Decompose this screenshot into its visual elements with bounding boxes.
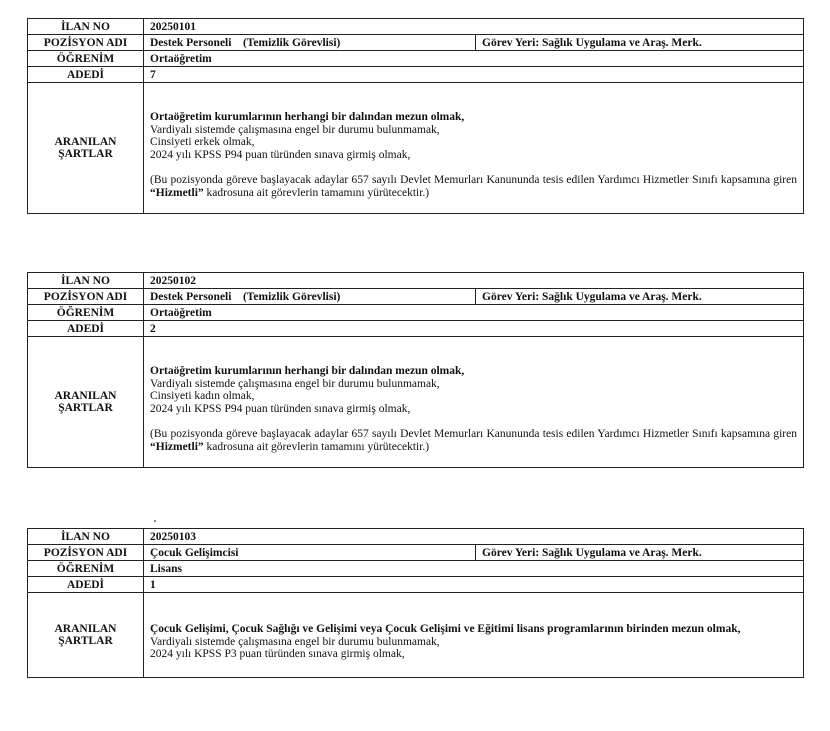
requirements <box>144 83 804 214</box>
aranilan-sartlar-label <box>28 83 144 214</box>
req-education: Çocuk Gelişimi, Çocuk Sağlığı ve Gelişimi veya Çocuk Gelişimi ve Eğitimi lisans programlarının birinden mezun olmak, <box>150 623 741 636</box>
aranilan-sartlar-label <box>28 337 144 468</box>
ilan-no-value: 20250101 <box>144 19 804 35</box>
adedi-label: ADEDİ <box>28 67 144 83</box>
pozisyon-value: Destek Personeli (Temizlik Görevlisi) <box>144 35 476 51</box>
req-gender: Cinsiyeti erkek olmak, <box>150 136 255 148</box>
pozisyon-label: POZİSYON ADI <box>28 35 144 51</box>
req-education: Ortaöğretim kurumlarının herhangi bir dalından mezun olmak, <box>150 365 465 377</box>
adedi-value: 2 <box>144 321 804 337</box>
req-shift: Vardiyalı sistemde çalışmasına engel bir durumu bulunmamak, <box>150 635 440 648</box>
req-note <box>150 174 797 199</box>
aranilan-text: ARANILAN <box>54 623 117 635</box>
job-listing-20250101 <box>27 18 804 214</box>
req-shift: Vardiyalı sistemde çalışmasına engel bir durumu bulunmamak, <box>150 123 440 136</box>
note-text-end: kadrosuna ait görevlerin tamamını yürütecektir.) <box>203 440 430 453</box>
aranilan-text: ARANILAN <box>54 136 117 148</box>
ilan-no-label: İLAN NO <box>28 273 144 289</box>
stray-dot <box>154 520 156 522</box>
gorev-yeri-value: Görev Yeri: Sağlık Uygulama ve Araş. Merk. <box>476 545 804 561</box>
gorev-yeri-value: Görev Yeri: Sağlık Uygulama ve Araş. Merk. <box>476 35 804 51</box>
aranilan-text: ARANILAN <box>54 390 117 402</box>
ogrenim-value: Ortaöğretim <box>144 305 804 321</box>
ogrenim-label: ÖĞRENİM <box>28 561 144 577</box>
ogrenim-value: Ortaöğretim <box>144 51 804 67</box>
adedi-label: ADEDİ <box>28 577 144 593</box>
adedi-value: 1 <box>144 577 804 593</box>
ogrenim-label: ÖĞRENİM <box>28 51 144 67</box>
note-text-end: kadrosuna ait görevlerin tamamını yürütecektir.) <box>203 186 430 199</box>
req-kpss: 2024 yılı KPSS P94 puan türünden sınava girmiş olmak, <box>150 402 411 415</box>
adedi-value: 7 <box>144 67 804 83</box>
req-gender: Cinsiyeti kadın olmak, <box>150 390 255 402</box>
req-education: Ortaöğretim kurumlarının herhangi bir dalından mezun olmak, <box>150 111 465 123</box>
job-listing-20250102 <box>27 272 804 468</box>
adedi-label: ADEDİ <box>28 321 144 337</box>
sartlar-text: ŞARTLAR <box>58 402 113 414</box>
ogrenim-label: ÖĞRENİM <box>28 305 144 321</box>
ilan-no-value: 20250102 <box>144 273 804 289</box>
req-note <box>150 428 797 453</box>
pozisyon-value: Çocuk Gelişimcisi <box>144 545 476 561</box>
job-listing-20250103 <box>27 528 804 678</box>
ogrenim-value: Lisans <box>144 561 804 577</box>
sartlar-text: ŞARTLAR <box>58 635 113 647</box>
ilan-no-label: İLAN NO <box>28 529 144 545</box>
pozisyon-label: POZİSYON ADI <box>28 289 144 305</box>
requirements <box>144 337 804 468</box>
req-shift: Vardiyalı sistemde çalışmasına engel bir durumu bulunmamak, <box>150 377 440 390</box>
gorev-yeri-value: Görev Yeri: Sağlık Uygulama ve Araş. Merk. <box>476 289 804 305</box>
req-kpss: 2024 yılı KPSS P94 puan türünden sınava girmiş olmak, <box>150 148 411 161</box>
ilan-no-label: İLAN NO <box>28 19 144 35</box>
note-text: (Bu pozisyonda göreve başlayacak adaylar 657 sayılı Devlet Memurları Kanununda tesis edilen Yardımcı Hizmetler Sınıfı kapsamına giren <box>150 174 797 186</box>
sartlar-text: ŞARTLAR <box>58 148 113 160</box>
pozisyon-value: Destek Personeli (Temizlik Görevlisi) <box>144 289 476 305</box>
note-bold-text: “Hizmetli” <box>150 440 204 453</box>
requirements <box>144 593 804 678</box>
note-text: (Bu pozisyonda göreve başlayacak adaylar 657 sayılı Devlet Memurları Kanununda tesis edilen Yardımcı Hizmetler Sınıfı kapsamına giren <box>150 428 797 440</box>
note-bold-text: “Hizmetli” <box>150 186 204 199</box>
req-kpss: 2024 yılı KPSS P3 puan türünden sınava girmiş olmak, <box>150 648 405 661</box>
aranilan-sartlar-label <box>28 593 144 678</box>
ilan-no-value: 20250103 <box>144 529 804 545</box>
pozisyon-label: POZİSYON ADI <box>28 545 144 561</box>
